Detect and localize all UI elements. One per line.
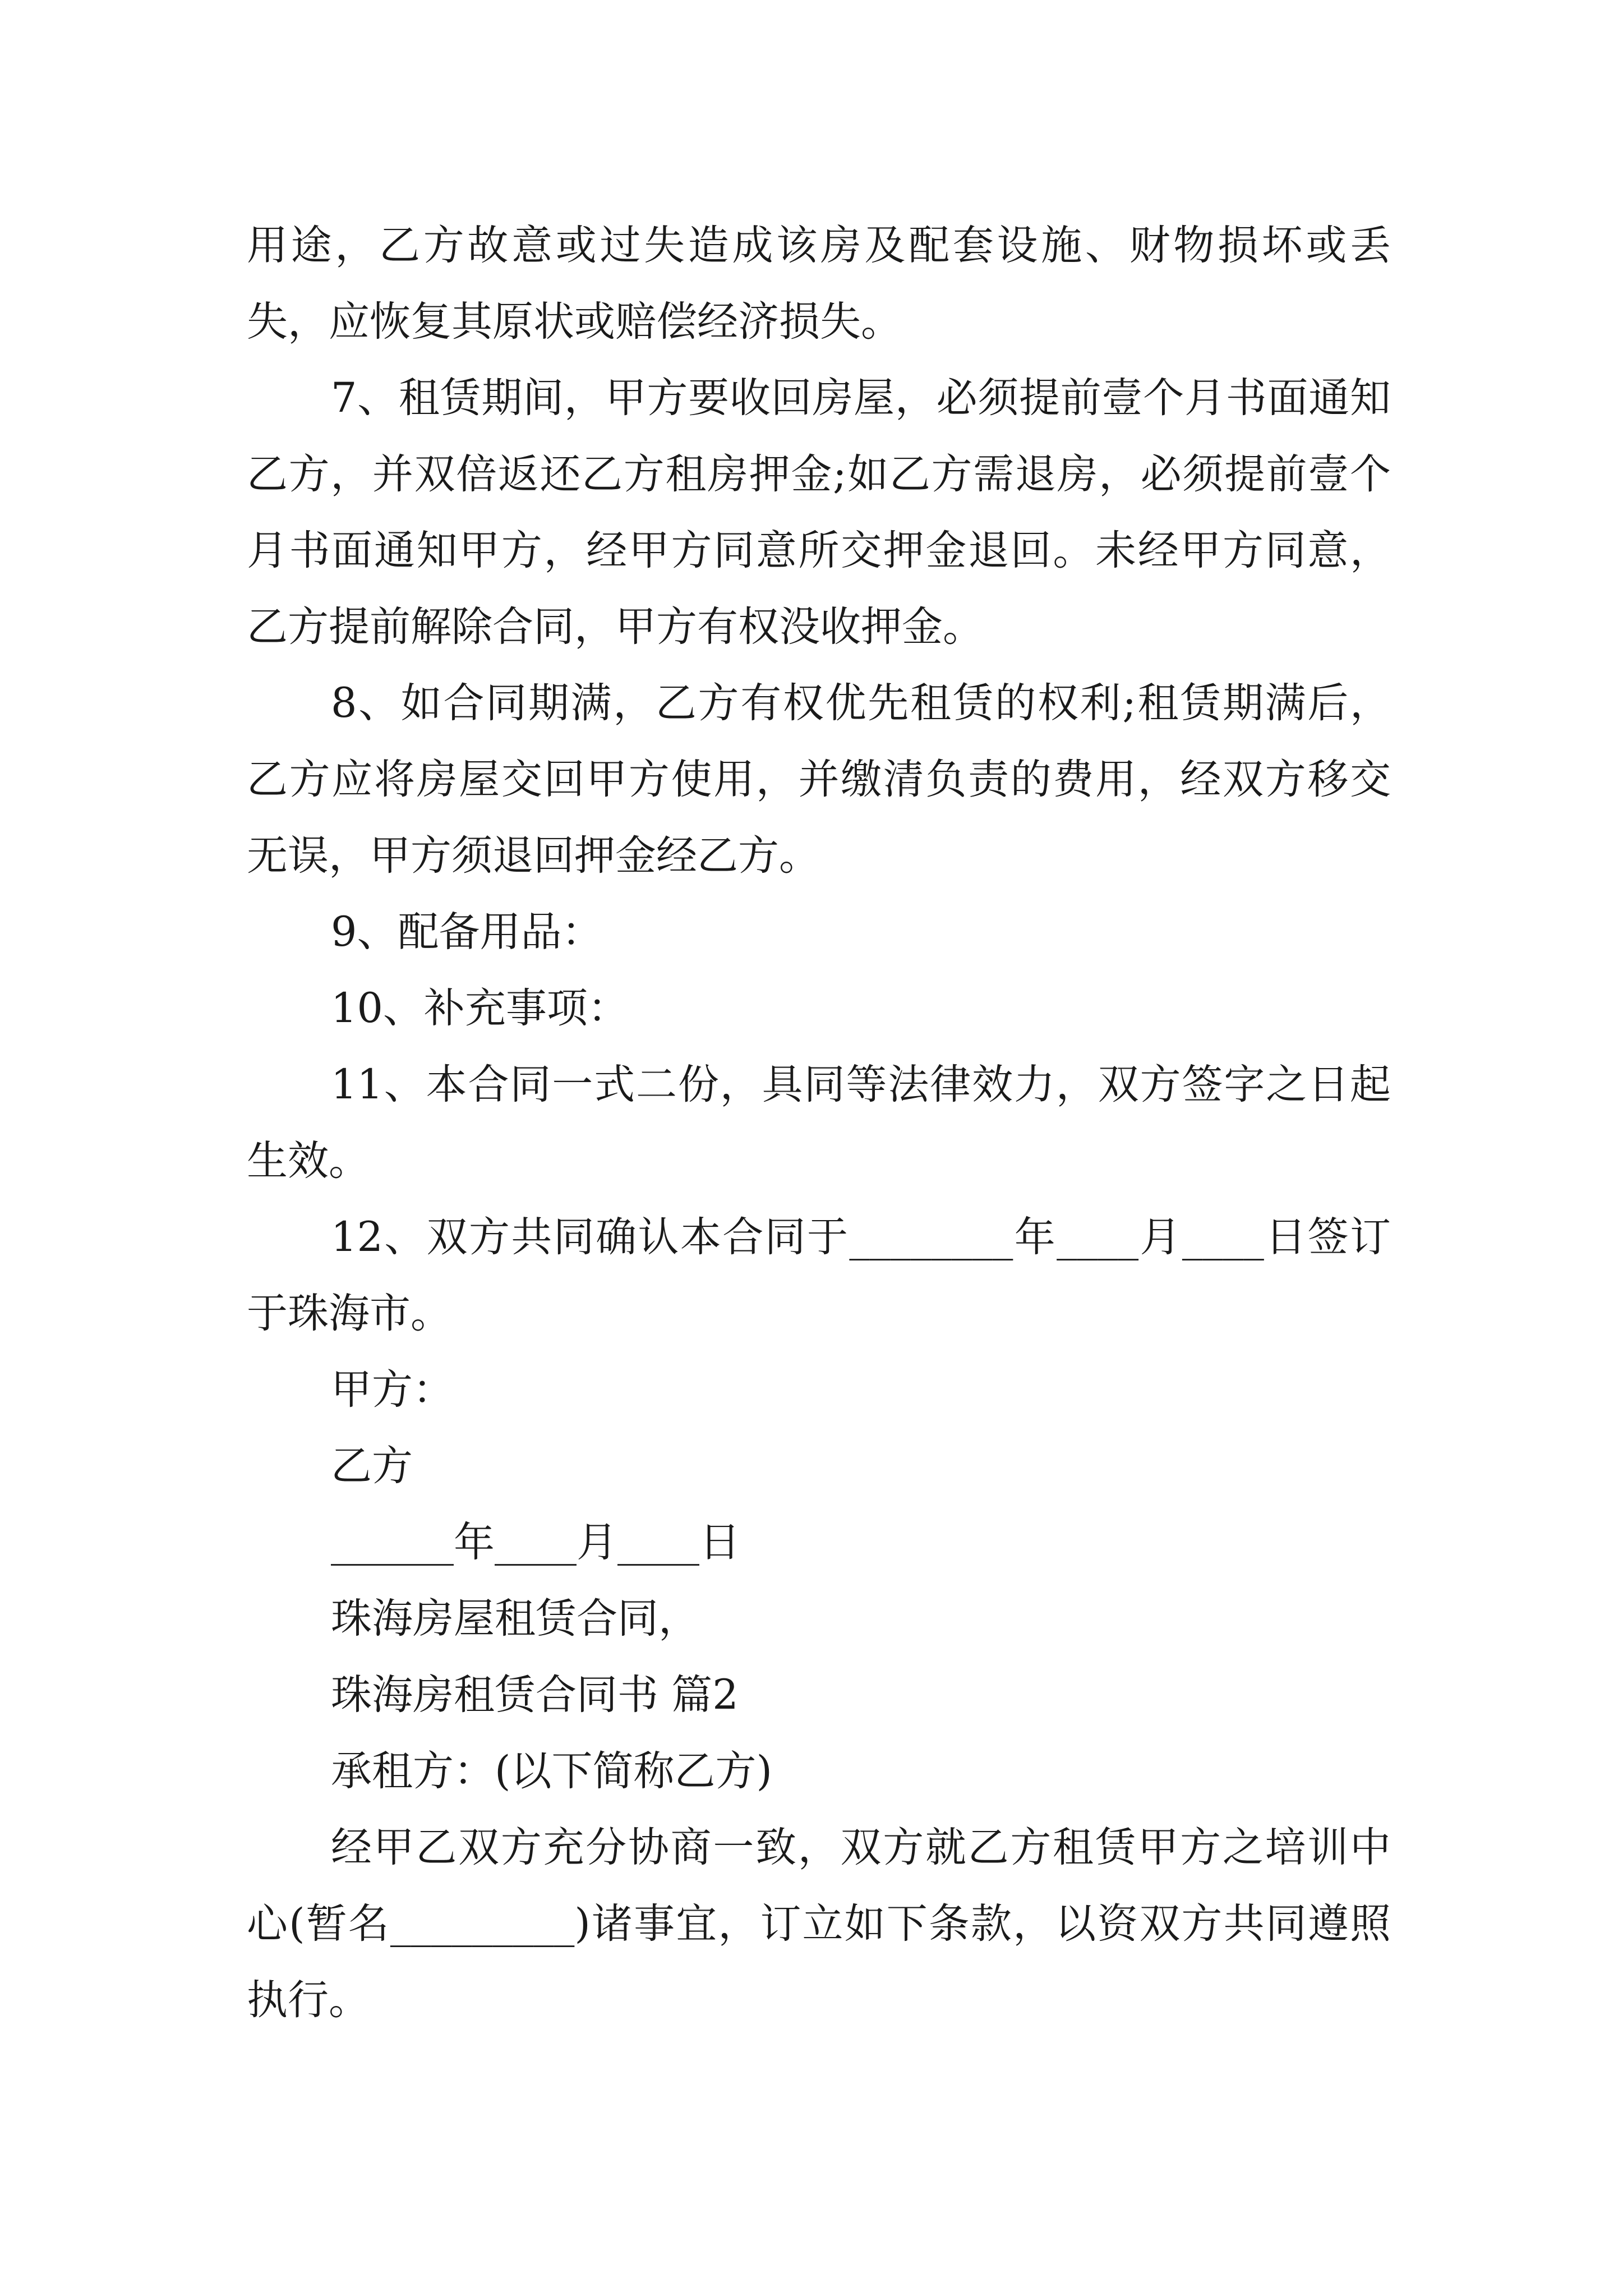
paragraph-clause-7: 7、租赁期间，甲方要收回房屋，必须提前壹个月书面通知乙方，并双倍返还乙方租房押金;如乙方需退房，必须提前壹个月书面通知甲方，经甲方同意所交押金退回。未经甲方同意，乙方提前解除合同，甲方有权没收押金。: [247, 374, 1391, 651]
signature-date: ______年____月____日: [331, 1519, 740, 1566]
lessee-line: 承租方：(以下简称乙方): [331, 1747, 772, 1795]
paragraph-usage-damage: 用途，乙方故意或过失造成该房及配套设施、财物损坏或丢失，应恢复其原状或赔偿经济损失。: [247, 222, 1391, 346]
signature-party-a: 甲方：: [331, 1366, 454, 1414]
paragraph-clause-8: 8、如合同期满，乙方有权优先租赁的权利;租赁期满后，乙方应将房屋交回甲方使用，并缴清负责的费用，经双方移交无误，甲方须退回押金经乙方。: [247, 679, 1391, 880]
section-heading-part-2: 珠海房租赁合同书 篇2: [331, 1671, 739, 1719]
paragraph-clause-9: 9、配备用品：: [331, 908, 603, 956]
paragraph-preamble: 经甲乙双方充分协商一致，双方就乙方租赁甲方之培训中心(暂名_________)诸事宜，订立如下条款，以资双方共同遵照执行。: [247, 1824, 1391, 2024]
signature-party-b: 乙方: [331, 1442, 413, 1490]
paragraph-clause-10: 10、补充事项：: [331, 984, 629, 1032]
document-body: [247, 208, 1391, 2039]
contract-title-line: 珠海房屋租赁合同，: [331, 1595, 699, 1642]
paragraph-clause-12: 12、双方共同确认本合同于________年____月____日签订于珠海市。: [247, 1213, 1391, 1337]
paragraph-clause-11: 11、本合同一式二份，具同等法律效力，双方签字之日起生效。: [247, 1061, 1391, 1185]
